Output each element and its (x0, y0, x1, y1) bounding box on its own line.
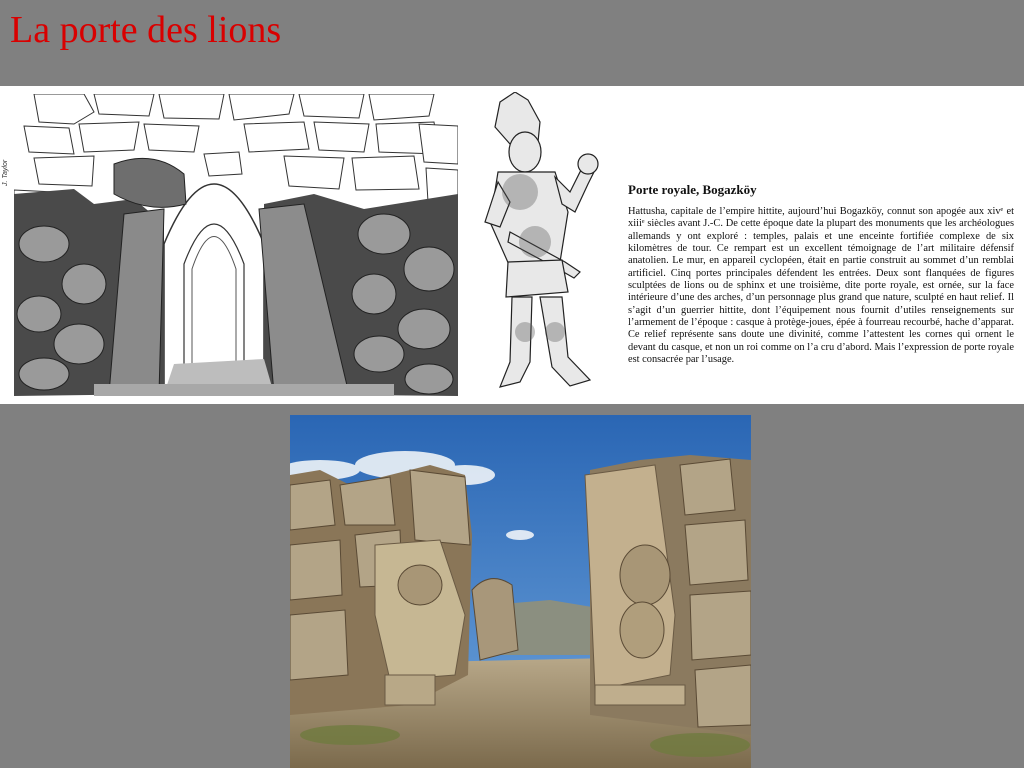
warrior-drawing (470, 92, 612, 400)
gate-drawing (14, 94, 458, 396)
caption-text: Hattusha, capitale de l’empire hittite, aujourd’hui Bogazköy, connut son apogée aux xivᵉ et xiiiᵉ siècles avant J.-C. De cette époque date la plupart des monuments que les archéologues allemands y ont exploré : temples, palais et une enceinte fortifiée complexe de six kilomètres de tour. Ce rempart est un excellent témoignage de l’art militaire défensif anatolien. Le mur, en appareil cyclopéen, était en partie construit au sommet d’un remblai artificiel. Cinq portes principales défendent les entrées. Deux sont flanquées de figures sculptées de lions ou de sphinx et une troisième, dite porte royale, est ornée, sur la face intérieure d’une des arches, d’un personnage plus grand que nature, sculpté en haut relief. Il s’agit d’un guerrier hittite, dont l’équipement nous fournit d’utiles renseignements sur l’armement de l’époque : casque à protège-joues, épée à fourreau recourbé, hache d’apparat. Ce relief représente sans doute une divinité, comme l’attestent les cornes qui ornent le devant du casque, et non un roi comme on l’a cru d’abord. Mais l’expression de porte royale est consacrée par l’usage. (628, 206, 1014, 366)
illustration-plate (0, 86, 1024, 404)
slide-title: La porte des lions (10, 9, 282, 51)
caption-title: Porte royale, Bogazköy (628, 182, 757, 197)
image-credit: J. Taylor (2, 159, 9, 186)
lion-gate-photo (290, 415, 751, 768)
